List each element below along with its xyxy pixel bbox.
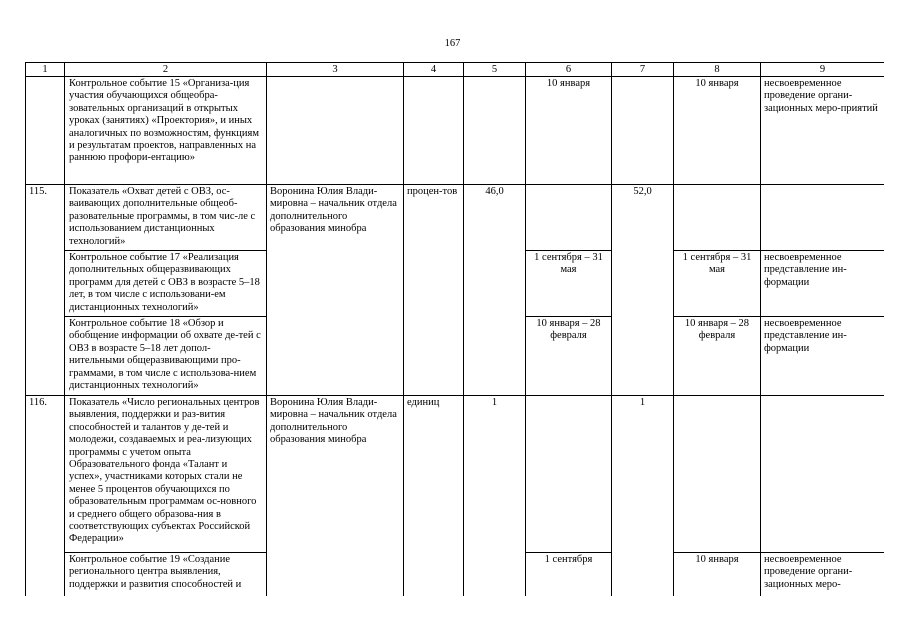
report-table <box>25 62 884 596</box>
event-15-end-date: 10 января <box>674 77 761 185</box>
responsible-cell <box>267 77 404 185</box>
column-header-7: 7 <box>612 63 674 77</box>
indicator-116-risk-cell <box>761 396 885 553</box>
indicator-116-start-cell <box>526 396 612 553</box>
indicator-115-risk-cell <box>761 185 885 251</box>
column-header-8: 8 <box>674 63 761 77</box>
column-header-9: 9 <box>761 63 885 77</box>
event-17-risk: несвоевременное представление ин-формации <box>761 251 885 317</box>
event-15-description: Контрольное событие 15 «Организа-ция участия обучающихся общеобра-зовательных организаций в открытых уроках (занятиях) «Проектория», и иных аналогичных по возможностям, функциям и результатам проектов, направленных на раннюю профори-ентацию» <box>65 77 267 185</box>
event-15-start-date: 10 января <box>526 77 612 185</box>
row-number-115: 115. <box>26 185 65 396</box>
indicator-116-description: Показатель «Число региональных центров выявления, поддержки и раз-вития способностей и талантов у де-тей и молодежи, создаваемых и реа-лизующих программы с учетом опыта Образовательного фонда «Талант и успех», участниками которых стали не менее 5 процентов обучающихся по образовательным программам ос-новного и среднего общего образова-ния в соответствующих субъектах Российской Федерации» <box>65 396 267 553</box>
plan-value-cell <box>612 77 674 185</box>
event-19-start-date: 1 сентября <box>526 553 612 597</box>
event-15-risk: несвоевременное проведение органи-зационных меро-приятий <box>761 77 885 185</box>
indicator-116-unit: единиц <box>404 396 464 597</box>
column-header-3: 3 <box>267 63 404 77</box>
event-18-start-date: 10 января – 28 февраля <box>526 317 612 396</box>
event-17-end-date: 1 сентября – 31 мая <box>674 251 761 317</box>
table-row-116 <box>26 396 885 553</box>
event-17-start-date: 1 сентября – 31 мая <box>526 251 612 317</box>
indicator-115-description: Показатель «Охват детей с ОВЗ, ос-ваивающих дополнительные общеоб-разовательные программы, в том чис-ле с использованием дистанционных технологий» <box>65 185 267 251</box>
column-header-4: 4 <box>404 63 464 77</box>
row-number-116: 116. <box>26 396 65 597</box>
event-18-risk: несвоевременное представление ин-формации <box>761 317 885 396</box>
page-number: 167 <box>444 38 461 49</box>
indicator-115-end-cell <box>674 185 761 251</box>
column-header-row <box>26 63 885 77</box>
unit-cell <box>404 77 464 185</box>
column-header-1: 1 <box>26 63 65 77</box>
event-18-description: Контрольное событие 18 «Обзор и обобщение информации об охвате де-тей с ОВЗ в возрасте 5–18 лет допол-нительными общеразвивающими про-граммами, в том числе с использова-нием дистанционных технологий» <box>65 317 267 396</box>
indicator-116-base-value: 1 <box>464 396 526 597</box>
indicator-115-plan-value: 52,0 <box>612 185 674 396</box>
report-table-container <box>25 62 884 596</box>
event-19-description: Контрольное событие 19 «Создание регионального центра выявления, поддержки и развития способностей и <box>65 553 267 597</box>
event-19-end-date: 10 января <box>674 553 761 597</box>
indicator-115-base-value: 46,0 <box>464 185 526 396</box>
column-header-5: 5 <box>464 63 526 77</box>
indicator-116-responsible: Воронина Юлия Влади-мировна – начальник отдела дополнительного образования минобра <box>267 396 404 597</box>
column-header-6: 6 <box>526 63 612 77</box>
table-row-event-15 <box>26 77 885 185</box>
event-17-description: Контрольное событие 17 «Реализация дополнительных общеразвивающих программ для детей с ОВЗ в возрасте 5–18 лет, в том числе с использовани-ем дистанционных технологий» <box>65 251 267 317</box>
row-number-cell <box>26 77 65 185</box>
event-19-risk: несвоевременное проведение органи-зационных меро- <box>761 553 885 597</box>
event-18-end-date: 10 января – 28 февраля <box>674 317 761 396</box>
base-value-cell <box>464 77 526 185</box>
column-header-2: 2 <box>65 63 267 77</box>
table-row-115 <box>26 185 885 251</box>
indicator-115-responsible: Воронина Юлия Влади-мировна – начальник отдела дополнительного образования минобра <box>267 185 404 396</box>
indicator-115-start-cell <box>526 185 612 251</box>
indicator-116-end-cell <box>674 396 761 553</box>
indicator-116-plan-value: 1 <box>612 396 674 597</box>
indicator-115-unit: процен-тов <box>404 185 464 396</box>
